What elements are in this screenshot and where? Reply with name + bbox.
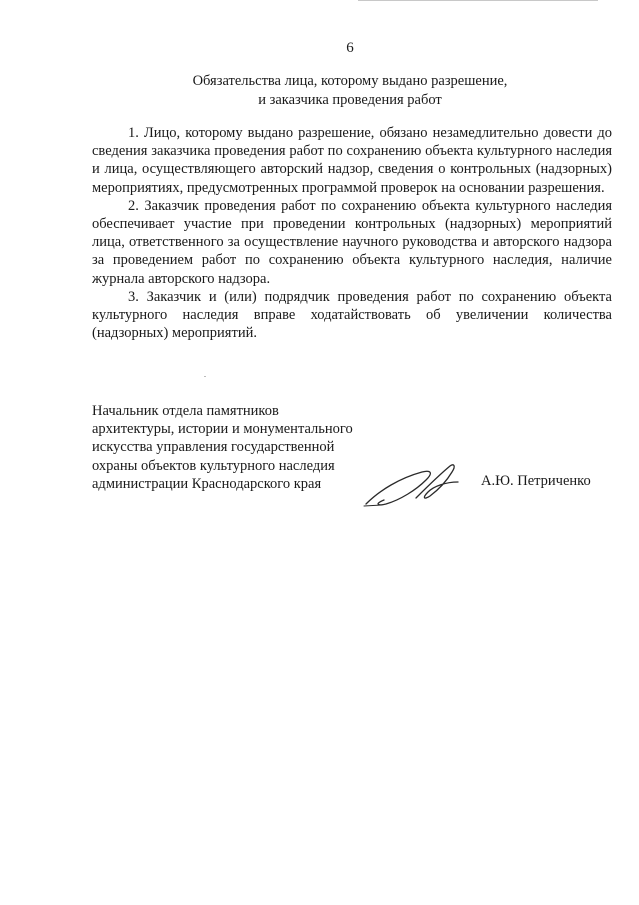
heading-line-1: Обязательства лица, которому выдано разрешение, — [192, 73, 508, 89]
top-edge-rule — [358, 0, 598, 1]
position-line-4: охраны объектов культурного наследия — [92, 457, 335, 474]
signer-name: А.Ю. Петриченко — [481, 473, 591, 489]
position-line-1: Начальник отдела памятников — [92, 403, 279, 419]
obligation-paragraph-3: 3. Заказчик и (или) подрядчик проведения работ по сохранению объекта культурного наследия вправе ходатайствовать об увеличении количества (надзорных) мероприятий. — [92, 288, 612, 342]
section-heading — [0, 72, 639, 110]
scan-speck — [204, 376, 206, 377]
heading-line-2: и заказчика проведения работ — [258, 92, 442, 108]
page-number: 6 — [346, 40, 354, 56]
position-line-5: администрации Краснодарского края — [92, 475, 322, 492]
position-line-3: искусства управления государственной — [92, 439, 335, 456]
obligations-body — [92, 124, 612, 342]
obligation-paragraph-1: 1. Лицо, которому выдано разрешение, обязано незамедлительно довести до сведения заказчика проведения работ по сохранению объекта культурного наследия и лица, осуществляющего авторский надзор, сведения о контрольных (надзорных) мероприятиях, предусмотренных программой проверок на основании разрешения. — [92, 125, 612, 196]
obligation-paragraph-2: 2. Заказчик проведения работ по сохранению объекта культурного наследия обеспечивает участие при проведении контрольных (надзорных) мероприятий лица, ответственного за осуществление научного руководства и авторского надзора за проведением работ по сохранению объекта культурного наследия, наличие журнала авторского надзора. — [92, 197, 612, 287]
signatory-position — [92, 402, 392, 493]
position-line-2: архитектуры, истории и монументального — [92, 421, 353, 438]
handwritten-signature-icon — [360, 460, 470, 508]
